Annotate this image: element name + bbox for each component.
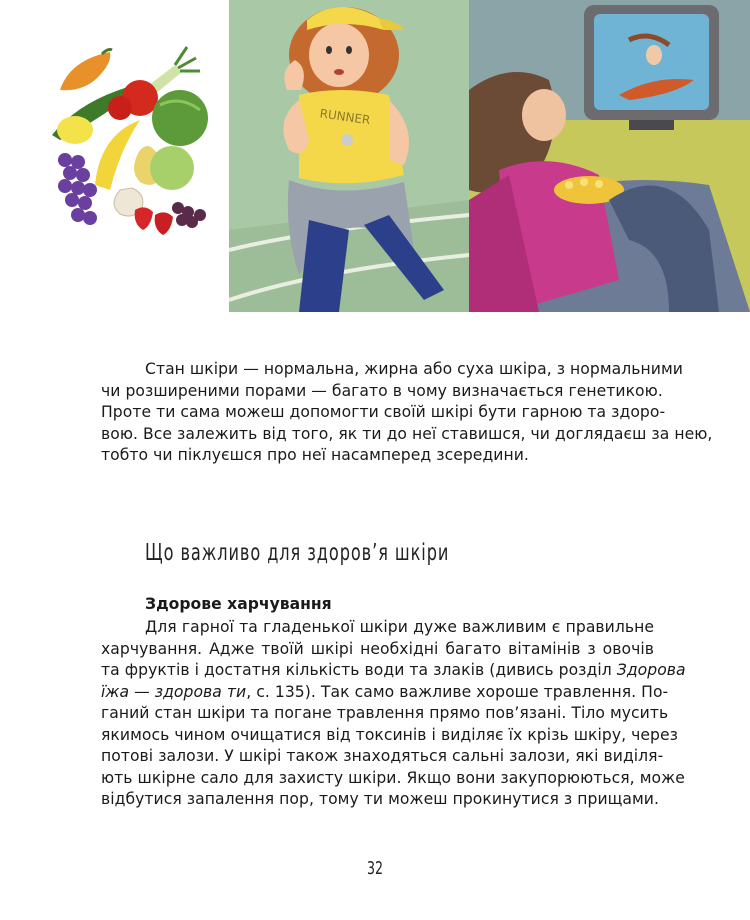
text-line: якимось чином очищатися від токсинів і виділяє їх крізь шкіру, через <box>101 725 678 744</box>
text-line: харчування. Адже твоїй шкірі необхідні багато вітамінів з овочів <box>101 639 654 658</box>
text-line: відбутися запалення пор, тому ти можеш прокинутися з прищами. <box>101 790 659 808</box>
book-reference: їжа — здорова ти <box>101 682 247 701</box>
girl-watching-tv-illustration <box>469 0 750 312</box>
text-line: чи розширеними порами — багато в чому визначається генетикою. <box>101 381 663 400</box>
book-reference: Здорова <box>616 661 686 679</box>
text-line: потові залози. У шкірі також знаходяться сальні залози, які виділя- <box>101 747 664 765</box>
text-line <box>101 660 686 682</box>
subsection-heading: Здорове харчування <box>145 595 332 613</box>
svg-text:RUNNER: RUNNER <box>318 106 372 128</box>
text-line <box>101 682 669 704</box>
page-number: 32 <box>366 858 384 879</box>
jogging-girl-illustration <box>229 0 469 312</box>
text-line: Стан шкіри — нормальна, жирна або суха шкіра, з нормальними <box>145 360 683 378</box>
nutrition-paragraph <box>101 617 686 811</box>
fruits-vegetables-illustration <box>40 40 220 240</box>
text-fragment: , с. 135). Так само важливе хороше травлення. По- <box>246 682 669 701</box>
text-line: тобто чи піклуєшся про неї насамперед зсередини. <box>101 446 529 464</box>
section-heading: Що важливо для здоров’я шкіри <box>145 540 450 566</box>
text-line: Для гарної та гладенької шкіри дуже важливим є правильне <box>145 618 654 636</box>
text-fragment: та фруктів і достатня кількість води та злаків (дивись розділ <box>101 661 617 679</box>
text-line: Проте ти сама можеш допомогти своїй шкірі бути гарною та здоро- <box>101 403 666 421</box>
text-line: ють шкірне сало для захисту шкіри. Якщо вони закупорюються, може <box>101 768 685 787</box>
intro-paragraph <box>101 359 713 467</box>
text-line: вою. Все залежить від того, як ти до неї ставишся, чи доглядаєш за нею, <box>101 424 713 443</box>
text-line: ганий стан шкіри та погане травлення прямо пов’язані. Тіло мусить <box>101 704 669 722</box>
